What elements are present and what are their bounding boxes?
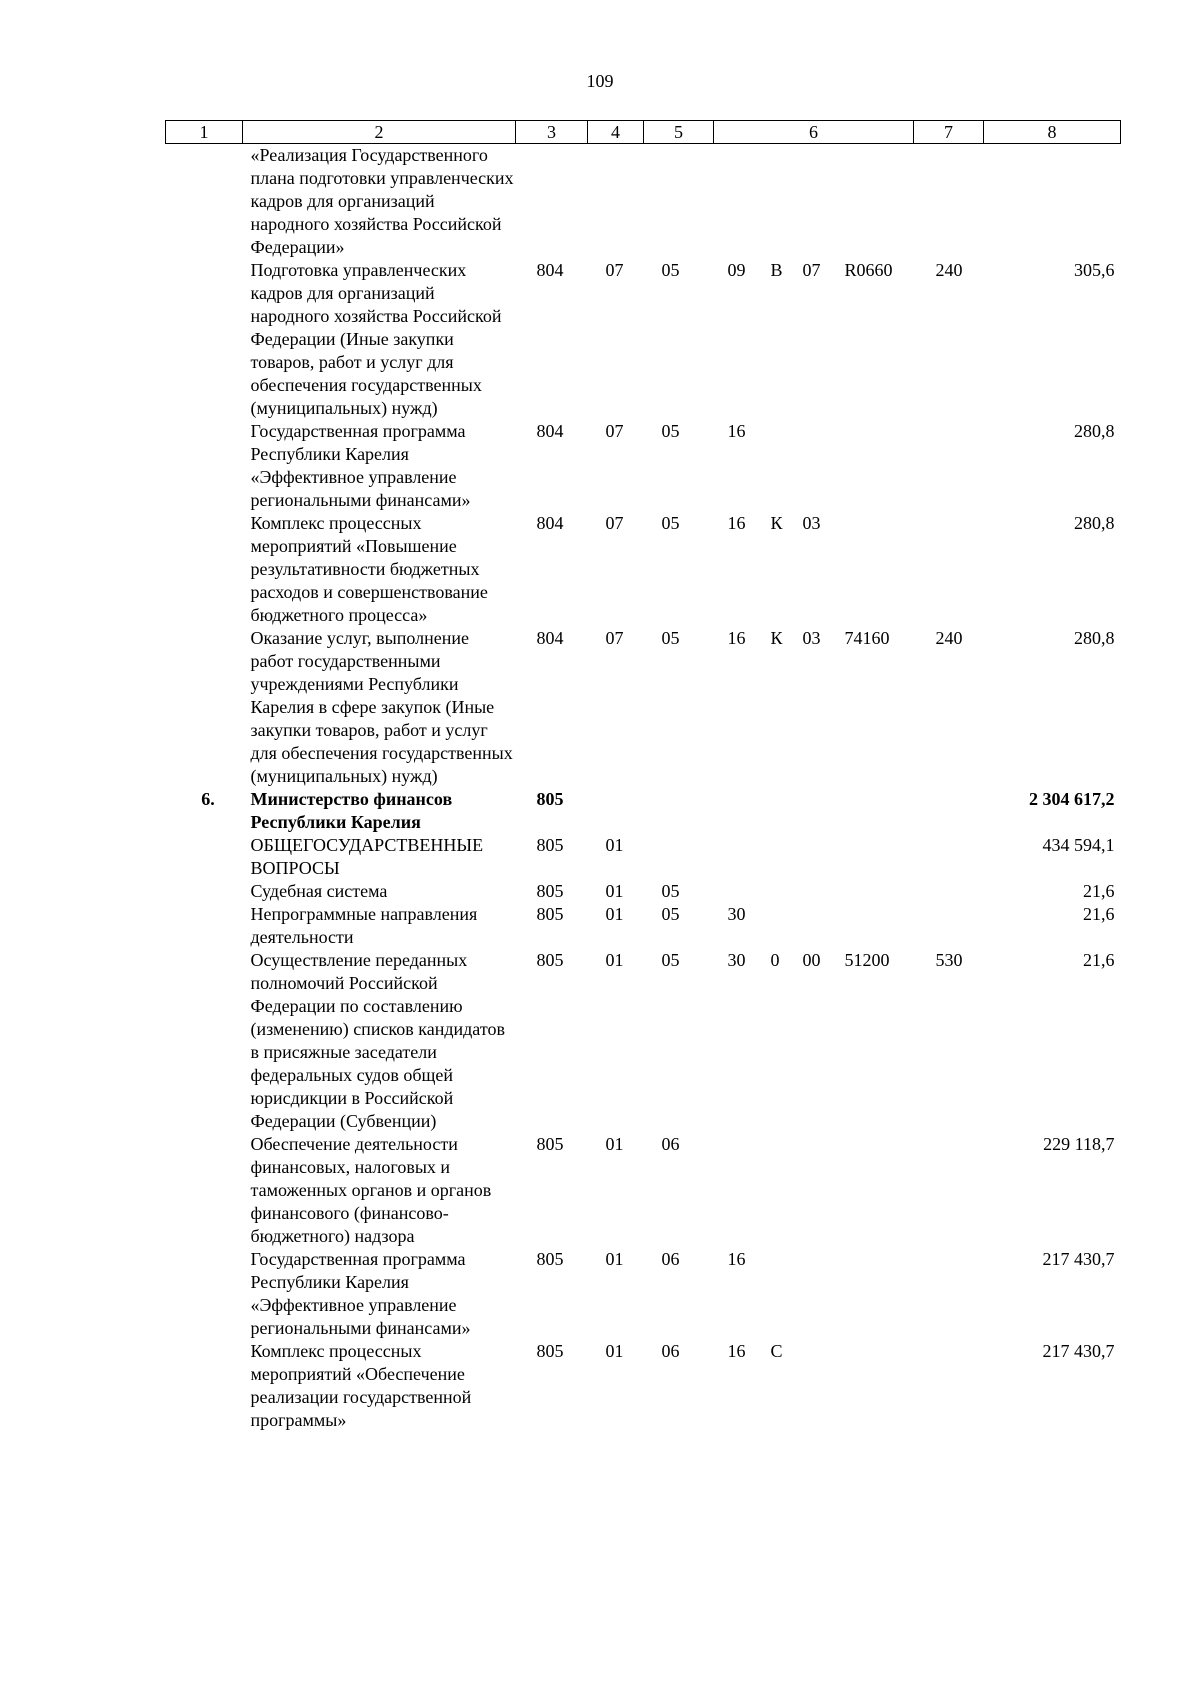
section-code: 01 bbox=[605, 1341, 624, 1361]
activity-code bbox=[801, 1248, 835, 1340]
row-name: Осуществление переданных полномочий Российской Федерации по составлению (изменению) списков кандидатов в присяжные заседатели федеральных судов общей юрисдикции в Российской Федерации (Субвенции) bbox=[250, 950, 505, 1131]
amount: 2 304 617,2 bbox=[1029, 789, 1115, 809]
activity-code: 00 bbox=[802, 950, 821, 970]
ministry-code: 804 bbox=[536, 513, 564, 533]
section-code: 01 bbox=[605, 1134, 624, 1154]
program-code: 16 bbox=[727, 628, 746, 648]
amount: 280,8 bbox=[1074, 421, 1115, 441]
row-name: Подготовка управленческих кадров для организаций народного хозяйства Российской Федерации (Иные закупки товаров, работ и услуг для обеспечения государственных (муниципальных) нужд) bbox=[250, 260, 502, 418]
row-name: Оказание услуг, выполнение работ государственными учреждениями Республики Карелия в сфере закупок (Иные закупки товаров, работ и услуг для обеспечения государственных (муниципальных) нужд) bbox=[250, 628, 513, 786]
direction-code bbox=[835, 880, 914, 903]
subprogram-code: В bbox=[770, 260, 783, 280]
amount: 217 430,7 bbox=[1042, 1341, 1115, 1361]
program-code: 09 bbox=[727, 260, 746, 280]
subsection-code bbox=[644, 144, 714, 260]
header-col-1: 1 bbox=[166, 121, 243, 144]
table-row bbox=[166, 949, 1121, 1133]
subsection-code: 05 bbox=[661, 904, 680, 924]
program-code: 16 bbox=[727, 1249, 746, 1269]
program-code: 30 bbox=[727, 950, 746, 970]
ministry-code: 805 bbox=[536, 1249, 564, 1269]
program-code bbox=[714, 144, 759, 260]
header-col-8: 8 bbox=[984, 121, 1121, 144]
section-code: 07 bbox=[605, 628, 624, 648]
activity-code bbox=[801, 880, 835, 903]
subsection-code: 06 bbox=[661, 1249, 680, 1269]
section-code: 07 bbox=[605, 421, 624, 441]
expense-type-code bbox=[914, 1248, 984, 1340]
page-number: 109 bbox=[586, 71, 614, 91]
program-code: 16 bbox=[727, 513, 746, 533]
table-row bbox=[166, 788, 1121, 834]
amount: 280,8 bbox=[1074, 513, 1115, 533]
row-number bbox=[166, 259, 243, 420]
table-row bbox=[166, 627, 1121, 788]
activity-code bbox=[801, 420, 835, 512]
row-name: «Реализация Государственного плана подготовки управленческих кадров для организаций народного хозяйства Российской Федерации» bbox=[250, 145, 514, 257]
amount: 21,6 bbox=[1083, 904, 1115, 924]
header-col-4: 4 bbox=[588, 121, 644, 144]
amount: 305,6 bbox=[1074, 260, 1115, 280]
subsection-code bbox=[644, 788, 714, 834]
ministry-code: 805 bbox=[536, 835, 564, 855]
header-col-5: 5 bbox=[644, 121, 714, 144]
row-number bbox=[166, 420, 243, 512]
program-code bbox=[714, 834, 759, 880]
ministry-code: 805 bbox=[536, 950, 564, 970]
row-name: Комплекс процессных мероприятий «Повышение результативности бюджетных расходов и совершенствование бюджетного процесса» bbox=[250, 513, 488, 625]
activity-code bbox=[801, 903, 835, 949]
row-name: Непрограммные направления деятельности bbox=[250, 904, 478, 947]
table-row bbox=[166, 880, 1121, 903]
amount bbox=[984, 144, 1121, 260]
table-row bbox=[166, 512, 1121, 627]
row-number bbox=[166, 1248, 243, 1340]
section-code: 01 bbox=[605, 950, 624, 970]
direction-code: 51200 bbox=[844, 950, 890, 970]
ministry-code: 804 bbox=[536, 421, 564, 441]
section-code: 07 bbox=[605, 513, 624, 533]
header-col-3: 3 bbox=[516, 121, 588, 144]
amount: 21,6 bbox=[1083, 881, 1115, 901]
section-code bbox=[588, 788, 644, 834]
amount: 434 594,1 bbox=[1042, 835, 1115, 855]
amount: 229 118,7 bbox=[1043, 1134, 1115, 1154]
row-name: ОБЩЕГОСУДАРСТВЕННЫЕ ВОПРОСЫ bbox=[250, 835, 484, 878]
expense-type-code: 530 bbox=[935, 950, 963, 970]
subsection-code: 05 bbox=[661, 421, 680, 441]
table-header-row bbox=[166, 121, 1121, 144]
row-name: Обеспечение деятельности финансовых, налоговых и таможенных органов и органов финансового (финансово-бюджетного) надзора bbox=[250, 1134, 492, 1246]
subprogram-code bbox=[759, 1248, 801, 1340]
program-code bbox=[714, 1133, 759, 1248]
ministry-code: 804 bbox=[536, 260, 564, 280]
subprogram-code bbox=[759, 1133, 801, 1248]
section-code: 07 bbox=[605, 260, 624, 280]
row-name: Государственная программа Республики Карелия «Эффективное управление региональными финансами» bbox=[250, 421, 471, 510]
expense-type-code bbox=[914, 903, 984, 949]
table-row bbox=[166, 903, 1121, 949]
expense-type-code bbox=[914, 144, 984, 260]
ministry-code: 805 bbox=[536, 789, 564, 809]
program-code bbox=[714, 788, 759, 834]
section-code: 01 bbox=[605, 881, 624, 901]
activity-code bbox=[801, 788, 835, 834]
row-number bbox=[166, 627, 243, 788]
row-number bbox=[166, 1133, 243, 1248]
row-name: Министерство финансов Республики Карелия bbox=[250, 789, 453, 832]
subprogram-code: К bbox=[770, 628, 783, 648]
subsection-code: 05 bbox=[661, 881, 680, 901]
expense-type-code bbox=[914, 512, 984, 627]
ministry-code: 804 bbox=[536, 628, 564, 648]
amount: 217 430,7 bbox=[1042, 1249, 1115, 1269]
program-code: 16 bbox=[727, 421, 746, 441]
header-col-7: 7 bbox=[914, 121, 984, 144]
subsection-code: 05 bbox=[661, 260, 680, 280]
subsection-code: 05 bbox=[661, 513, 680, 533]
activity-code bbox=[801, 1133, 835, 1248]
ministry-code: 805 bbox=[536, 904, 564, 924]
table-row bbox=[166, 1133, 1121, 1248]
table-row bbox=[166, 834, 1121, 880]
expense-type-code bbox=[914, 834, 984, 880]
row-number bbox=[166, 144, 243, 260]
direction-code bbox=[835, 1248, 914, 1340]
program-code bbox=[714, 880, 759, 903]
ministry-code bbox=[516, 144, 588, 260]
subprogram-code bbox=[759, 420, 801, 512]
expense-type-code bbox=[914, 420, 984, 512]
activity-code: 03 bbox=[802, 513, 821, 533]
row-number bbox=[166, 949, 243, 1133]
subprogram-code bbox=[759, 880, 801, 903]
section-code bbox=[588, 144, 644, 260]
direction-code bbox=[835, 420, 914, 512]
header-col-6: 6 bbox=[714, 121, 914, 144]
subprogram-code bbox=[759, 903, 801, 949]
table-row bbox=[166, 144, 1121, 260]
row-number bbox=[166, 1340, 243, 1432]
expense-type-code bbox=[914, 1340, 984, 1432]
subprogram-code: С bbox=[770, 1341, 783, 1361]
activity-code bbox=[801, 144, 835, 260]
subprogram-code bbox=[759, 834, 801, 880]
table-row bbox=[166, 1340, 1121, 1432]
direction-code: 74160 bbox=[844, 628, 890, 648]
section-code: 01 bbox=[605, 904, 624, 924]
subprogram-code: К bbox=[770, 513, 783, 533]
amount: 280,8 bbox=[1074, 628, 1115, 648]
expense-type-code bbox=[914, 788, 984, 834]
expense-type-code: 240 bbox=[935, 628, 963, 648]
subsection-code: 05 bbox=[661, 628, 680, 648]
section-code: 01 bbox=[605, 835, 624, 855]
direction-code: R0660 bbox=[844, 260, 893, 280]
direction-code bbox=[835, 1340, 914, 1432]
direction-code bbox=[835, 788, 914, 834]
activity-code bbox=[801, 834, 835, 880]
row-name: Государственная программа Республики Карелия «Эффективное управление региональными финансами» bbox=[250, 1249, 471, 1338]
subprogram-code bbox=[759, 788, 801, 834]
direction-code bbox=[835, 144, 914, 260]
direction-code bbox=[835, 903, 914, 949]
row-name: Судебная система bbox=[250, 881, 388, 901]
activity-code: 03 bbox=[802, 628, 821, 648]
expense-type-code bbox=[914, 880, 984, 903]
row-name: Комплекс процессных мероприятий «Обеспечение реализации государственной программы» bbox=[250, 1341, 472, 1430]
ministry-code: 805 bbox=[536, 881, 564, 901]
ministry-code: 805 bbox=[536, 1134, 564, 1154]
section-code: 01 bbox=[605, 1249, 624, 1269]
row-number bbox=[166, 880, 243, 903]
table-row bbox=[166, 1248, 1121, 1340]
row-number bbox=[166, 834, 243, 880]
expense-type-code bbox=[914, 1133, 984, 1248]
expense-type-code: 240 bbox=[935, 260, 963, 280]
subsection-code: 05 bbox=[661, 950, 680, 970]
amount: 21,6 bbox=[1083, 950, 1115, 970]
table-row bbox=[166, 420, 1121, 512]
table-body bbox=[166, 144, 1121, 1433]
direction-code bbox=[835, 834, 914, 880]
subprogram-code bbox=[759, 144, 801, 260]
ministry-code: 805 bbox=[536, 1341, 564, 1361]
direction-code bbox=[835, 512, 914, 627]
budget-table bbox=[165, 120, 1121, 1432]
subsection-code: 06 bbox=[661, 1134, 680, 1154]
table-row bbox=[166, 259, 1121, 420]
subsection-code bbox=[644, 834, 714, 880]
subprogram-code: 0 bbox=[770, 950, 780, 970]
header-col-2: 2 bbox=[243, 121, 516, 144]
row-number: 6. bbox=[201, 789, 215, 809]
activity-code bbox=[801, 1340, 835, 1432]
program-code: 16 bbox=[727, 1341, 746, 1361]
subsection-code: 06 bbox=[661, 1341, 680, 1361]
direction-code bbox=[835, 1133, 914, 1248]
row-number bbox=[166, 903, 243, 949]
program-code: 30 bbox=[727, 904, 746, 924]
row-number bbox=[166, 512, 243, 627]
activity-code: 07 bbox=[802, 260, 821, 280]
